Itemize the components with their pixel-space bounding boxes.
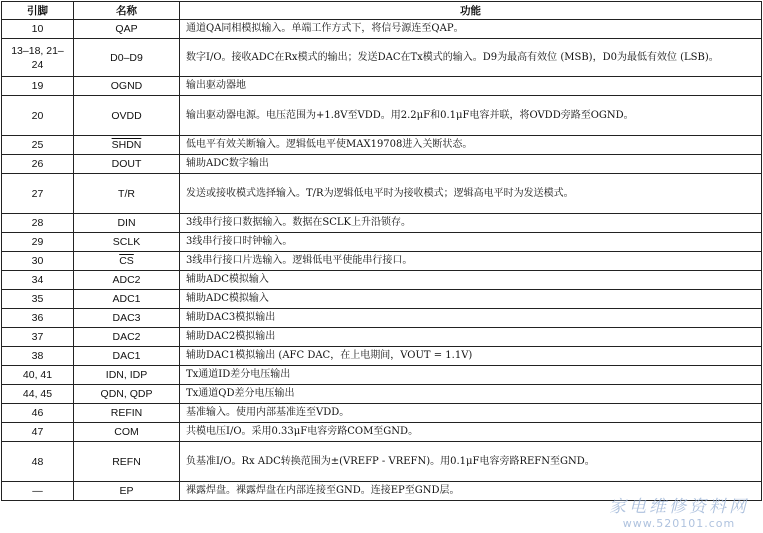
pin-name: SCLK — [74, 233, 180, 252]
table-row — [2, 39, 762, 77]
pin-function: 辅助ADC数字输出 — [180, 155, 762, 174]
pin-number: 48 — [2, 442, 74, 482]
table-row — [2, 385, 762, 404]
table-row — [2, 347, 762, 366]
pin-function: 3线串行接口时钟输入。 — [180, 233, 762, 252]
pin-name: ADC1 — [74, 290, 180, 309]
pin-number: 30 — [2, 252, 74, 271]
pin-name: QDN, QDP — [74, 385, 180, 404]
header-name: 名称 — [74, 2, 180, 20]
table-row — [2, 309, 762, 328]
header-pin: 引脚 — [2, 2, 74, 20]
pin-function: 数字I/O。接收ADC在Rx模式的输出；发送DAC在Tx模式的输入。D9为最高有效位 (MSB)，D0为最低有效位 (LSB)。 — [180, 39, 762, 77]
pin-function: 辅助DAC1模拟输出 (AFC DAC，在上电期间，VOUT = 1.1V) — [180, 347, 762, 366]
pin-description-table — [1, 1, 762, 501]
pin-name: EP — [74, 482, 180, 501]
pin-number: 29 — [2, 233, 74, 252]
pin-number: 35 — [2, 290, 74, 309]
pin-name: IDN, IDP — [74, 366, 180, 385]
pin-name: DAC1 — [74, 347, 180, 366]
pin-number: — — [2, 482, 74, 501]
pin-number: 37 — [2, 328, 74, 347]
pin-function: 通道QA同相模拟输入。单端工作方式下，将信号源连至QAP。 — [180, 20, 762, 39]
pin-number: 28 — [2, 214, 74, 233]
pin-name: OVDD — [74, 96, 180, 136]
pin-number: 26 — [2, 155, 74, 174]
pin-number: 40, 41 — [2, 366, 74, 385]
pin-function: 辅助DAC3模拟输出 — [180, 309, 762, 328]
table-header-row — [2, 2, 762, 20]
table-row — [2, 77, 762, 96]
pin-name: D0–D9 — [74, 39, 180, 77]
table-row — [2, 482, 762, 501]
table-row — [2, 423, 762, 442]
pin-number: 10 — [2, 20, 74, 39]
pin-name: DOUT — [74, 155, 180, 174]
pin-function: 输出驱动器电源。电压范围为+1.8V至VDD。用2.2μF和0.1μF电容并联，将OVDD旁路至OGND。 — [180, 96, 762, 136]
pin-function: 辅助DAC2模拟输出 — [180, 328, 762, 347]
pin-function: 低电平有效关断输入。逻辑低电平使MAX19708进入关断状态。 — [180, 136, 762, 155]
pin-name: SHDN — [74, 136, 180, 155]
table-row — [2, 20, 762, 39]
pin-name: REFIN — [74, 404, 180, 423]
pin-name: DAC3 — [74, 309, 180, 328]
table-row — [2, 136, 762, 155]
pin-number: 38 — [2, 347, 74, 366]
pin-function: 发送或接收模式选择输入。T/R为逻辑低电平时为接收模式；逻辑高电平时为发送模式。 — [180, 174, 762, 214]
pin-function: 辅助ADC模拟输入 — [180, 271, 762, 290]
pin-function: 基准输入。使用内部基准连至VDD。 — [180, 404, 762, 423]
pin-function: 共模电压I/O。采用0.33μF电容旁路COM至GND。 — [180, 423, 762, 442]
table-row — [2, 214, 762, 233]
table-row — [2, 174, 762, 214]
pin-function: 3线串行接口数据输入。数据在SCLK上升沿锁存。 — [180, 214, 762, 233]
pin-name: REFN — [74, 442, 180, 482]
pin-function: Tx通道ID差分电压输出 — [180, 366, 762, 385]
pin-function: 辅助ADC模拟输入 — [180, 290, 762, 309]
pin-name: DIN — [74, 214, 180, 233]
pin-number: 13–18, 21–24 — [2, 39, 74, 77]
pin-number: 47 — [2, 423, 74, 442]
pin-number: 20 — [2, 96, 74, 136]
table-row — [2, 328, 762, 347]
table-row — [2, 442, 762, 482]
pin-name: COM — [74, 423, 180, 442]
pin-name: OGND — [74, 77, 180, 96]
table-row — [2, 404, 762, 423]
pin-name: $\overline{CS}$ — [74, 252, 180, 271]
pin-number: 34 — [2, 271, 74, 290]
table-row — [2, 252, 762, 271]
table-row — [2, 233, 762, 252]
pin-number: 46 — [2, 404, 74, 423]
table-row — [2, 290, 762, 309]
pin-number: 27 — [2, 174, 74, 214]
pin-function: Tx通道QD差分电压输出 — [180, 385, 762, 404]
pin-name: ADC2 — [74, 271, 180, 290]
pin-number: 36 — [2, 309, 74, 328]
pin-name: QAP — [74, 20, 180, 39]
header-function: 功能 — [180, 2, 762, 20]
table-row — [2, 155, 762, 174]
pin-function: 3线串行接口片选输入。逻辑低电平使能串行接口。 — [180, 252, 762, 271]
table-row — [2, 271, 762, 290]
table-row — [2, 366, 762, 385]
pin-function: 负基准I/O。Rx ADC转换范围为±(VREFP - VREFN)。用0.1μF电容旁路REFN至GND。 — [180, 442, 762, 482]
pin-number: 19 — [2, 77, 74, 96]
pin-number: 44, 45 — [2, 385, 74, 404]
pin-function: 裸露焊盘。裸露焊盘在内部连接至GND。连接EP至GND层。 — [180, 482, 762, 501]
watermark-title: 家电维修资料网 — [609, 497, 749, 517]
watermark-url: www.520101.com — [622, 517, 736, 530]
table-row — [2, 96, 762, 136]
pin-number: 25 — [2, 136, 74, 155]
pin-function: 输出驱动器地 — [180, 77, 762, 96]
pin-name: T/R — [74, 174, 180, 214]
pin-name: DAC2 — [74, 328, 180, 347]
